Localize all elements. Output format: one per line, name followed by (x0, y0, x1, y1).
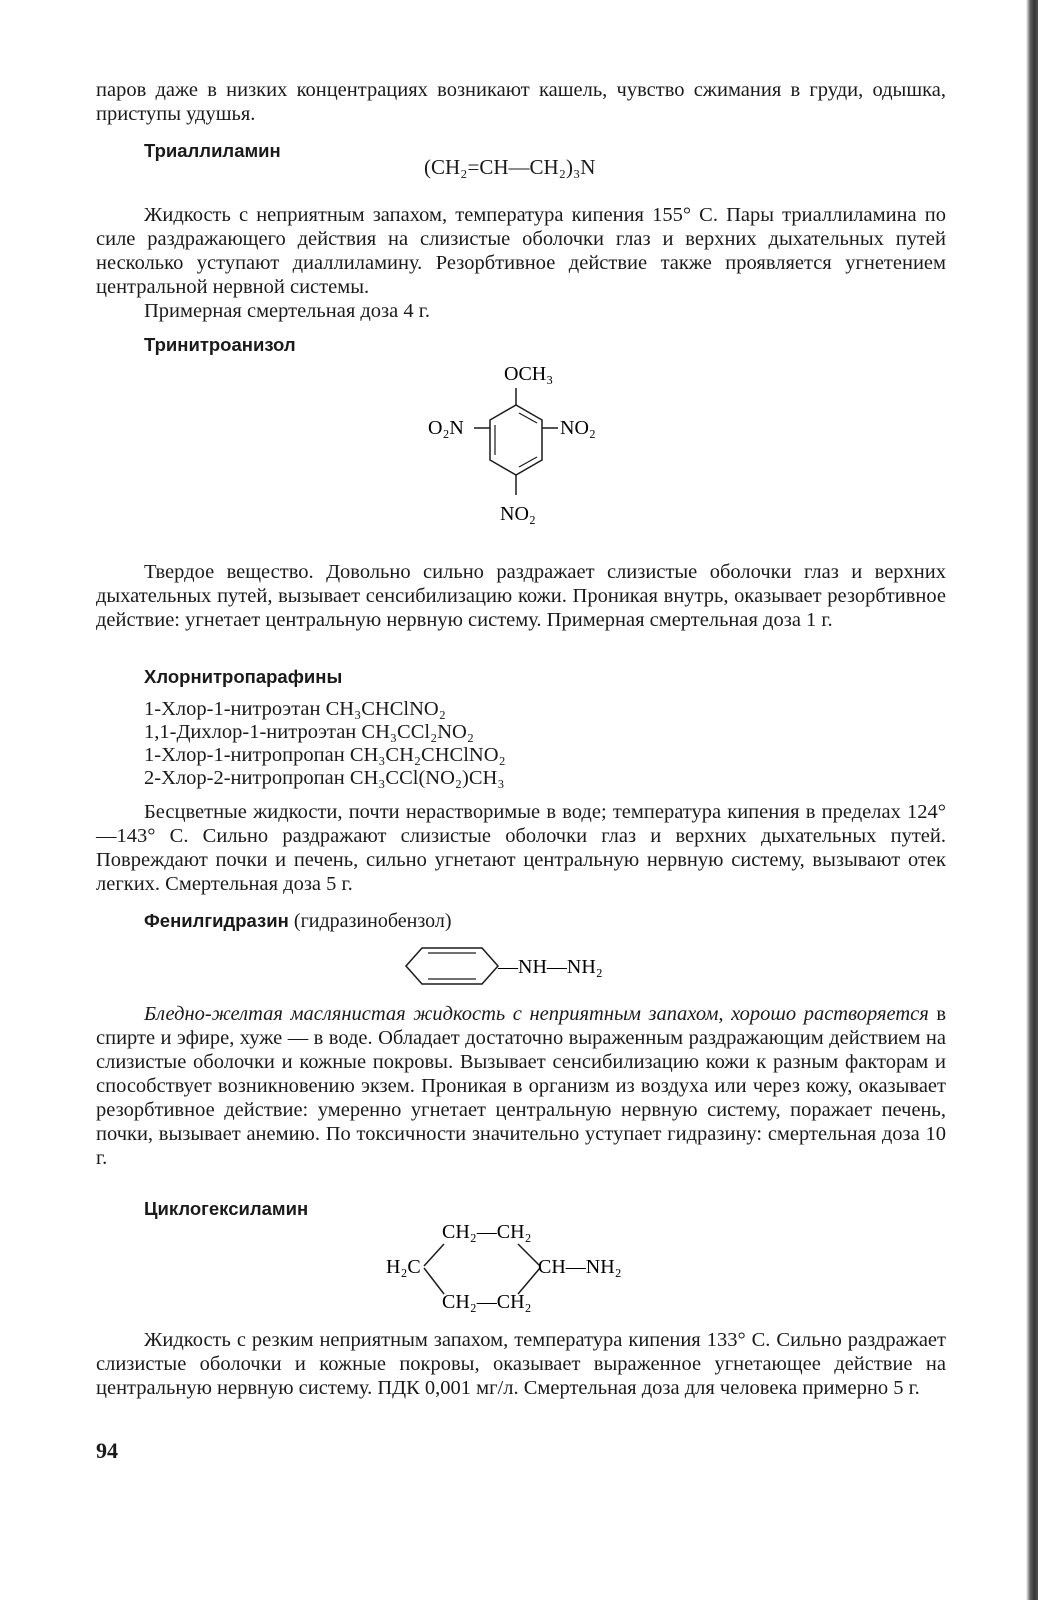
compound-name: 1-Хлор-1-нитроэтан (144, 698, 321, 720)
section-title-cyclohexylamine: Циклогексиламин (144, 1198, 309, 1219)
compound-item (144, 767, 506, 790)
compound-formula: CH₃CCl(NO₂)CH₃ (349, 767, 505, 789)
italic-lead: Бледно-желтая маслянистая жидкость с неприятным запахом, хорошо растворяется (144, 1003, 929, 1025)
label-top: CH₂—CH₂ (442, 1221, 532, 1243)
structure-cyclohexylamine (380, 1216, 660, 1316)
paragraph-triallylamine-dose: Примерная смертельная доза 4 г. (144, 300, 430, 322)
compound-name: 1,1-Дихлор-1-нитроэтан (144, 721, 357, 743)
compound-formula: CH₃CCl₂NO₂ (361, 721, 474, 743)
compound-formula: CH₃CH₂CHClNO₂ (349, 744, 506, 766)
paragraph-triallylamine: Жидкость с неприятным запахом, температура кипения 155° С. Пары триаллиламина по силе раздражающего действия на слизистые оболочки глаз и верхних дыхательных путей несколько уступают диаллиламину. Резорбтивное действие также проявляется угнетением центральной нервной системы. (96, 204, 946, 298)
paragraph-cyclohexylamine: Жидкость с резким неприятным запахом, температура кипения 133° С. Сильно раздражает слизистые оболочки и кожные покровы, оказывает выраженное угнетающее действие на центральную нервную систему. ПДК 0,001 мг/л. Смертельная доза для человека примерно 5 г. (96, 1329, 946, 1399)
label-bottom: CH₂—CH₂ (442, 1291, 532, 1313)
compound-formula: CH₃CHClNO₂ (325, 698, 446, 720)
compound-item (144, 744, 506, 767)
scan-edge-shadow (1026, 0, 1038, 1600)
paragraph-chloronitroparaffins: Бесцветные жидкости, почти нерастворимые в воде; температура кипения в пределах 124°—143° С. Сильно раздражают слизистые оболочки глаз и верхних дыхательных путей. Повреждают почки и печень, сильно угнетают центральную нервную систему, вызывают отек легких. Смертельная доза 5 г. (96, 801, 946, 895)
structure-phenylhydrazine (398, 940, 658, 992)
label-no2-bottom: NO₂ (500, 503, 536, 525)
section-title-text: Фенилгидразин (144, 910, 289, 931)
compound-name: 2-Хлор-2-нитропропан (144, 767, 345, 789)
structure-trinitroanisole (420, 350, 620, 545)
section-title-triallylamine: Триаллиламин (144, 140, 281, 161)
section-title-chloronitroparaffins: Хлорнитропарафины (144, 666, 343, 687)
label-ch-nh2: CH—NH₂ (538, 1256, 622, 1278)
compound-list (144, 698, 506, 790)
label-h2c: H₂C (386, 1256, 421, 1278)
intro-paragraph: паров даже в низких концентрациях возникают кашель, чувство сжимания в груди, одышка, приступы удушья. (96, 79, 946, 125)
paragraph-trinitroanisole: Твердое вещество. Довольно сильно раздражает слизистые оболочки глаз и верхних дыхательных путей, вызывает сенсибилизацию кожи. Проникая внутрь, оказывает резорбтивное действие: угнетает центральную нервную систему. Примерная смертельная доза 1 г. (96, 561, 946, 631)
section-title-trinitroanisole: Тринитроанизол (144, 334, 296, 355)
label-och3: OCH₃ (504, 363, 554, 385)
paragraph-phenylhydrazine (96, 1002, 946, 1170)
compound-item (144, 698, 506, 721)
label-o2n-left: O₂N (428, 417, 464, 439)
compound-name: 1-Хлор-1-нитропропан (144, 744, 345, 766)
label-nh-nh2: —NH—NH₂ (498, 956, 603, 978)
section-title-phenylhydrazine (144, 910, 451, 933)
paragraph-body: в спирте и эфире, хуже — в воде. Обладает достаточно выраженным раздражающим действием на слизистые оболочки и кожные покровы. Вызывает сенсибилизацию кожи к разным факторам и способствует возникновению экзем. Проникая в организм из воздуха или через кожу, оказывает резорбтивное действие: умеренно угнетает центральную нервную систему, поражает печень, почки, вызывает анемию. По токсичности значительно уступает гидразину: смертельная доза 10 г. (96, 1003, 947, 1169)
compound-item (144, 721, 506, 744)
formula-triallylamine: (CH₂=CH—CH₂)₃N (424, 155, 596, 179)
page-number: 94 (96, 1438, 118, 1463)
section-title-note: (гидразинобензол) (293, 910, 452, 932)
label-no2-right: NO₂ (560, 417, 596, 439)
